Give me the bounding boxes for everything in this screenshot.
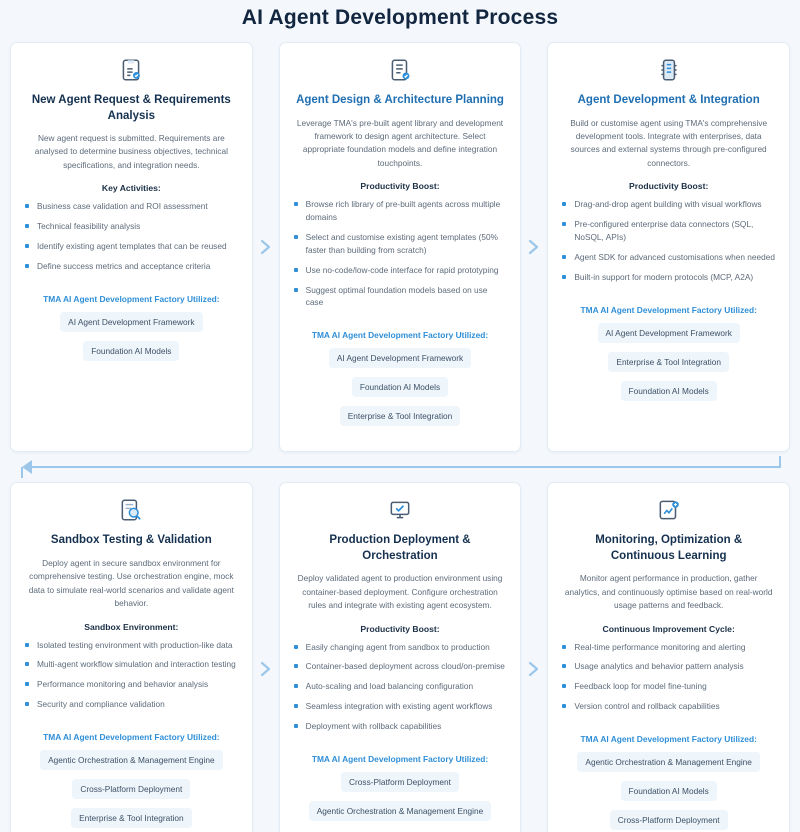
chip-icon <box>562 57 775 85</box>
list-item: Drag-and-drop agent building with visual workflows <box>562 198 775 211</box>
clipboard-check-icon <box>25 57 238 85</box>
list-item: Real-time performance monitoring and alerting <box>562 641 775 654</box>
factory-chip: Cross-Platform Deployment <box>341 772 459 792</box>
factory-chip: Cross-Platform Deployment <box>72 779 190 799</box>
list-item: Business case validation and ROI assessment <box>25 200 238 213</box>
card-description: Deploy agent in secure sandbox environment for comprehensive testing. Use orchestration engine, mock data to simulate real-world scenarios and validate agent behavior. <box>28 557 234 609</box>
factory-chip: Foundation AI Models <box>621 381 717 401</box>
list-item: Isolated testing environment with production-like data <box>25 639 238 652</box>
process-row-1 <box>0 42 800 452</box>
factory-chip: Enterprise & Tool Integration <box>608 352 729 372</box>
list-item: Multi-agent workflow simulation and interaction testing <box>25 658 238 671</box>
list-item: Easily changing agent from sandbox to production <box>294 641 507 654</box>
list-item: Performance monitoring and behavior analysis <box>25 678 238 691</box>
factory-chip: AI Agent Development Framework <box>598 323 740 343</box>
card-title: Production Deployment & Orchestration <box>329 534 471 562</box>
list-item: Auto-scaling and load balancing configuration <box>294 680 507 693</box>
flow-arrow-right <box>521 42 547 452</box>
card-description: New agent request is submitted. Requirements are analysed to determine business objectives, technical specifications, and integration needs. <box>34 133 228 170</box>
list-item: Feedback loop for model fine-tuning <box>562 680 775 693</box>
section-heading: Productivity Boost: <box>629 181 709 192</box>
card-title: Sandbox Testing & Validation <box>50 534 212 547</box>
process-step-card-6[interactable] <box>547 482 790 832</box>
factory-chip: Foundation AI Models <box>621 781 717 801</box>
list-item: Select and customise existing agent templates (50% faster than building from scratch) <box>294 231 507 257</box>
flow-connector-wrap <box>0 452 800 482</box>
list-item: Seamless integration with existing agent workflows <box>294 700 507 713</box>
section-heading: Productivity Boost: <box>360 623 440 634</box>
factory-chip: Agentic Orchestration & Management Engine <box>40 750 223 770</box>
factory-chip: Enterprise & Tool Integration <box>71 808 192 828</box>
section-heading: Productivity Boost: <box>360 181 440 192</box>
flow-arrow-right <box>253 482 279 832</box>
list-item: Usage analytics and behavior pattern analysis <box>562 660 775 673</box>
bullet-list <box>562 198 775 290</box>
blueprint-icon <box>294 57 507 85</box>
factory-chip: Enterprise & Tool Integration <box>340 406 461 426</box>
factory-chip: Foundation AI Models <box>83 341 179 361</box>
factory-heading: TMA AI Agent Development Factory Utilized: <box>311 330 489 341</box>
card-description: Leverage TMA's pre-built agent library and development framework to design agent architecture. Select appropriate foundation models and define integration touchpoints. <box>296 117 504 168</box>
card-description: Deploy validated agent to production environment using container-based deployment. Configure orchestration rules and integrate with existing agent ecosystem. <box>297 573 503 611</box>
list-item: Browse rich library of pre-built agents across multiple domains <box>294 198 507 224</box>
monitoring-chart-icon <box>562 497 775 525</box>
list-item: Technical feasibility analysis <box>25 220 238 233</box>
process-step-card-2[interactable] <box>279 42 522 452</box>
flow-arrow-right <box>253 42 279 452</box>
flow-arrow-wrap-icon <box>10 454 790 480</box>
list-item: Agent SDK for advanced customisations when needed <box>562 251 775 264</box>
card-description: Monitor agent performance in production, gather analytics, and continuously optimise based on real-world usage patterns and feedback. <box>564 573 773 611</box>
bullet-list <box>25 200 238 279</box>
list-item: Container-based deployment across cloud/on-premise <box>294 660 507 673</box>
process-step-card-1[interactable] <box>10 42 253 452</box>
list-item: Built-in support for modern protocols (MCP, A2A) <box>562 271 775 284</box>
factory-heading: TMA AI Agent Development Factory Utilized: <box>580 734 757 745</box>
process-row-2 <box>0 482 800 832</box>
section-heading: Sandbox Environment: <box>84 621 179 632</box>
process-step-card-5[interactable] <box>279 482 522 832</box>
factory-heading: TMA AI Agent Development Factory Utilized: <box>43 293 220 304</box>
card-title: Agent Development & Integration <box>577 94 760 106</box>
list-item: Pre-configured enterprise data connectors (SQL, NoSQL, APIs) <box>562 218 775 244</box>
factory-chip: Agentic Orchestration & Management Engine <box>577 752 760 772</box>
card-title: New Agent Request & Requirements Analysis <box>31 94 231 122</box>
process-step-card-4[interactable] <box>10 482 253 832</box>
factory-heading: TMA AI Agent Development Factory Utilized: <box>580 304 757 315</box>
list-item: Define success metrics and acceptance criteria <box>25 260 238 273</box>
factory-chip: Foundation AI Models <box>352 377 448 397</box>
bullet-list <box>562 641 775 720</box>
factory-chip: Agentic Orchestration & Management Engine <box>309 801 492 821</box>
factory-heading: TMA AI Agent Development Factory Utilized: <box>43 731 220 742</box>
bullet-list <box>294 198 507 316</box>
list-item: Security and compliance validation <box>25 698 238 711</box>
sandbox-search-icon <box>25 497 238 525</box>
list-item: Suggest optimal foundation models based on use case <box>294 284 507 310</box>
card-description: Build or customise agent using TMA's comprehensive development tools. Integrate with enterprises, data sources and external systems through pre-configured connectors. <box>570 117 768 168</box>
list-item: Version control and rollback capabilities <box>562 700 775 713</box>
process-step-card-3[interactable] <box>547 42 790 452</box>
section-heading: Continuous Improvement Cycle: <box>602 623 735 634</box>
card-title: Agent Design & Architecture Planning <box>296 94 504 106</box>
factory-chip: AI Agent Development Framework <box>329 348 471 368</box>
factory-chip: AI Agent Development Framework <box>60 312 202 332</box>
card-title: Monitoring, Optimization & Continuous Learning <box>595 534 743 562</box>
page-title: AI Agent Development Process <box>241 6 559 29</box>
factory-chip: Cross-Platform Deployment <box>610 810 728 830</box>
list-item: Identify existing agent templates that can be reused <box>25 240 238 253</box>
bullet-list <box>25 639 238 718</box>
bullet-list <box>294 641 507 740</box>
flow-arrow-right <box>521 482 547 832</box>
factory-heading: TMA AI Agent Development Factory Utilized: <box>311 753 489 764</box>
list-item: Deployment with rollback capabilities <box>294 720 507 733</box>
deployment-icon <box>294 497 507 525</box>
list-item: Use no-code/low-code interface for rapid prototyping <box>294 264 507 277</box>
section-heading: Key Activities: <box>101 183 161 194</box>
